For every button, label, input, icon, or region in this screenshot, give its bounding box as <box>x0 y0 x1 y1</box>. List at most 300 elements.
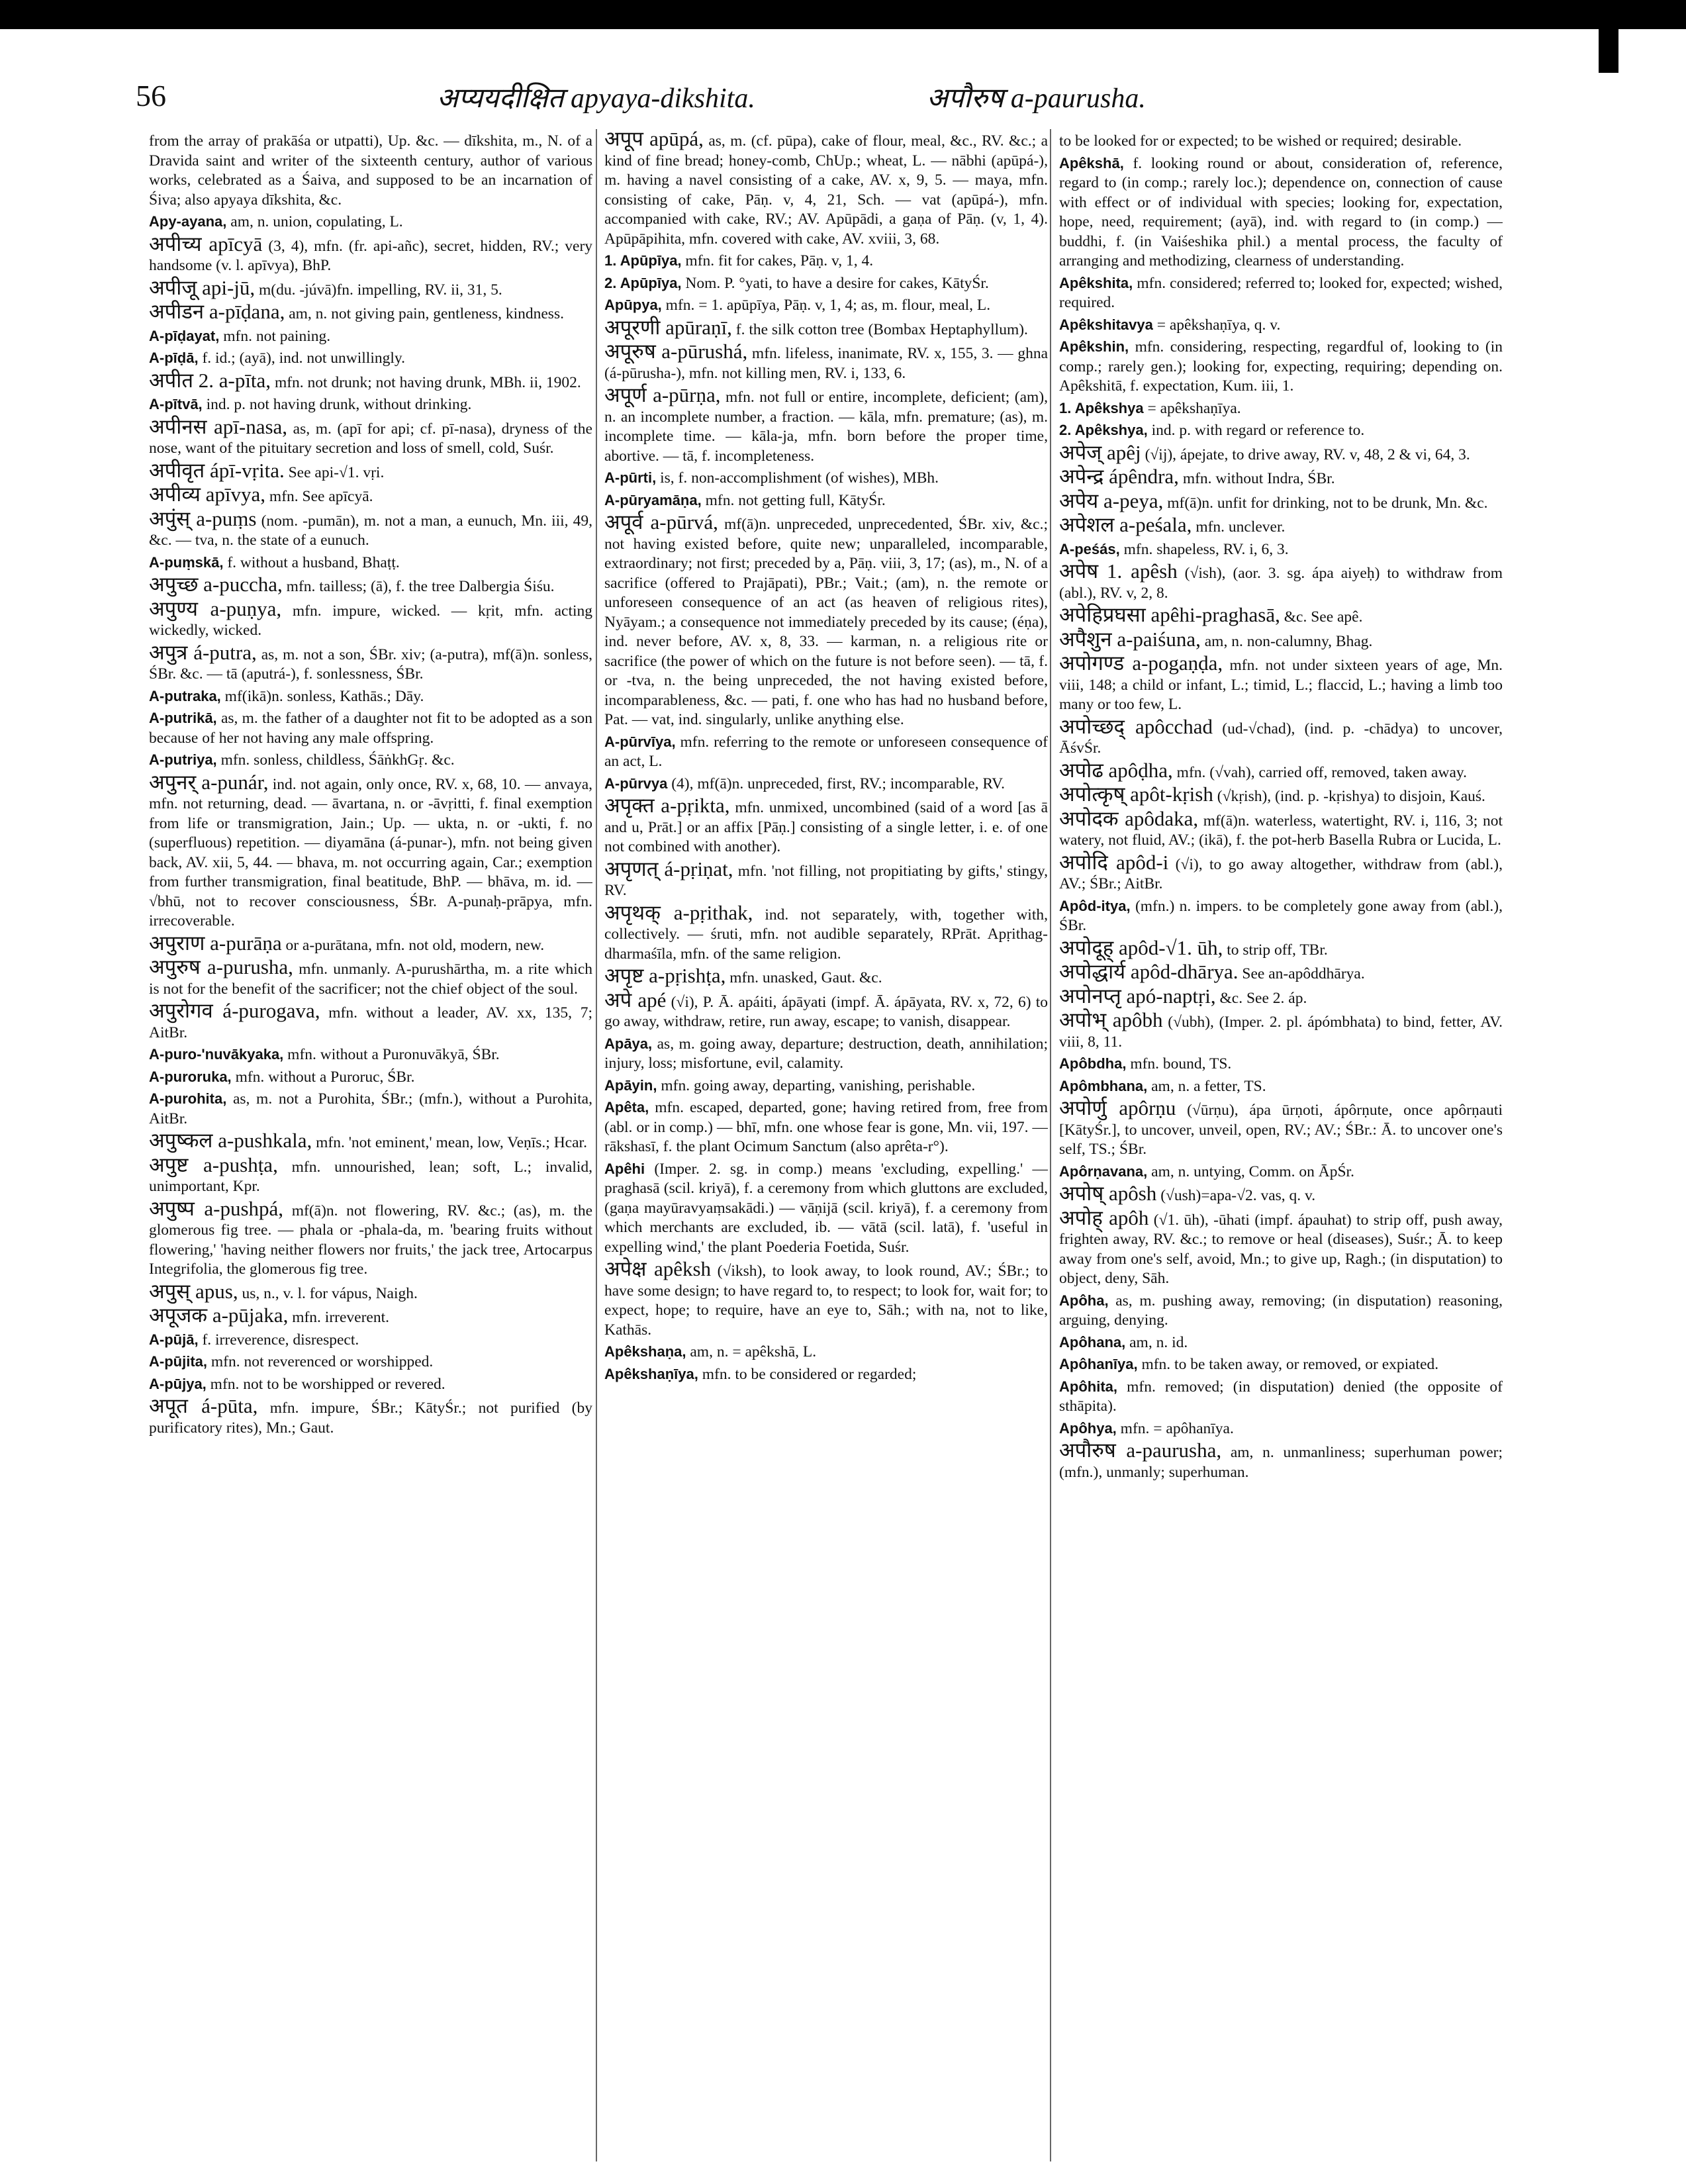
dictionary-entry <box>1059 491 1503 514</box>
entry-headword: Apy-ayana, <box>149 213 227 230</box>
entry-definition: mfn. = apôhanīya. <box>1120 1419 1234 1437</box>
entry-headword: Apêkshita, <box>1059 274 1133 291</box>
dictionary-subentry <box>149 1045 592 1065</box>
dictionary-entry <box>1059 605 1503 628</box>
dictionary-subentry <box>1059 399 1503 419</box>
entry-headword: 2. Apūpīya, <box>604 274 682 291</box>
dictionary-entry <box>149 506 592 551</box>
page-number: 56 <box>136 79 166 113</box>
entry-definition: (Imper. 2. sg. in comp.) means 'excluding, expelling.' — praghasā (scil. kriyā), f. a ceremony from which gluttons are excluded, (gaṇa mayūravyaṃsakādi.) — vāṇijā (scil. kriyā), f. a ceremony from which merchants are excluded, ib. — vātā (scil. latā), f. 'useful in expelling wind,' the plant Poederia Foetida, Suśr. <box>604 1160 1048 1256</box>
entry-definition: mfn. without a leader, AV. xx, 135, 7; AitBr. <box>149 1004 592 1041</box>
dictionary-subentry <box>149 708 592 748</box>
entry-definition: ind. p. with regard or reference to. <box>1151 422 1365 439</box>
entry-definition: See an-apôddhārya. <box>1242 965 1365 982</box>
entry-headword: Apêta, <box>604 1099 649 1116</box>
entry-definition: f. id.; (ayā), ind. not unwillingly. <box>202 350 405 367</box>
dictionary-subentry <box>1059 1291 1503 1331</box>
entry-definition: am, n. a fetter, TS. <box>1151 1077 1266 1095</box>
entry-definition: mf(ā)n. not flowering, RV. &c.; (as), m. the glomerous fig tree. — phala or -phala-da, m. 'bearing fruits without flowering,' 'having neither flowers nor fruits,' the jack tree, Artocarpus Integrifolia, the glomerous fig tree. <box>149 1202 592 1278</box>
entry-headword: A-pīḍayat, <box>149 327 220 344</box>
entry-headword: अपुण्य a-puṇya, <box>149 596 282 620</box>
entry-definition: mfn. unmixed, uncombined (said of a word [as ā and u, Prāt.] or an affix [Pāṇ.] consisting of a single letter, i. e. of one not combined with another). <box>604 799 1048 855</box>
entry-headword: A-pūrvīya, <box>604 733 676 750</box>
entry-headword: अपीजू api-jū, <box>149 275 256 299</box>
entry-definition: (√kṛish), (ind. p. -kṛishya) to disjoin, Kauś. <box>1217 788 1485 805</box>
entry-definition: mfn. lifeless, inanimate, RV. x, 155, 3. — ghna (á-pūrusha-), mfn. not killing men, RV. i, 133, 6. <box>604 345 1048 382</box>
entry-headword: Apômbhana, <box>1059 1077 1148 1094</box>
entry-headword: अपूजक a-pūjaka, <box>149 1304 289 1327</box>
left-running-head: अप्ययदीक्षित apyaya-dikshita. <box>437 83 755 114</box>
entry-headword: 1. Apūpīya, <box>604 252 682 269</box>
entry-definition: mfn. unmanly. A-purushārtha, m. a rite which is not for the benefit of the sacrificer; not the chief object of the soul. <box>149 961 592 998</box>
entry-definition: (ud-√chad), (ind. p. -chādya) to uncover, ĀśvŚr. <box>1059 720 1503 757</box>
entry-definition: mfn. without a Puroruc, ŚBr. <box>235 1068 415 1086</box>
entry-definition: &c. See 2. áp. <box>1219 989 1307 1007</box>
dictionary-subentry <box>149 395 592 415</box>
top-black-bar <box>0 0 1686 29</box>
dictionary-subentry <box>1059 1354 1503 1375</box>
dictionary-subentry <box>149 1089 592 1129</box>
entry-definition: as, m. (cf. pūpa), cake of flour, meal, &c., RV. &c.; a kind of fine bread; honey-comb, ChUp.; wheat, L. — nābhi (apūpá-), m. having a navel consisting of a cake, AV. x, 9, 5. — maya, mfn. consisting of cake, Pāṇ. v, 4, 21, Sch. — vat (apūpá-), mfn. accompanied with cake, RV.; AV. Apūpādi, a gaṇa of Pāṇ. (v, 1, 4). Apūpāpihita, mfn. covered with cake, AV. xviii, 3, 68. <box>604 132 1048 248</box>
entry-definition: as, m. (apī for api; cf. pī-nasa), dryness of the nose, want of the pituitary secretion and loss of smell, cold, Suśr. <box>149 420 592 457</box>
entry-definition: ind. not separately, with, together with, collectively. — śruti, mfn. not audible separately, RPrāt. Apṛithag-dharmaśīla, mfn. of the same religion. <box>604 906 1048 963</box>
dictionary-entry <box>1059 1441 1503 1482</box>
entry-definition: (3, 4), mfn. (fr. api-añc), secret, hidden, RV.; very handsome (v. l. apīvya), BhP. <box>149 237 592 274</box>
dictionary-entry <box>604 859 1048 901</box>
entry-headword: अपेशल a-peśala, <box>1059 513 1192 536</box>
entry-headword: अपेन्द्र ápêndra, <box>1059 465 1179 488</box>
dictionary-entry <box>1059 962 1503 984</box>
corner-binding-mark <box>1599 0 1618 73</box>
dictionary-entry <box>1059 1010 1503 1052</box>
entry-headword: A-pīḍā, <box>149 350 199 366</box>
dictionary-entry <box>604 990 1048 1032</box>
dictionary-entry <box>1059 935 1503 961</box>
entry-definition: mfn. to be considered or regarded; <box>702 1365 917 1383</box>
entry-definition: f. irreverence, disrespect. <box>202 1331 359 1349</box>
dictionary-entry <box>149 275 592 301</box>
entry-headword: अपौरुष a-paurusha, <box>1059 1439 1222 1462</box>
entry-definition: us, n., v. l. for vápus, Naigh. <box>242 1284 418 1302</box>
right-running-head: अपौरुष a-paurusha. <box>927 83 1146 114</box>
entry-headword: अपोढ apôḍha, <box>1059 758 1173 782</box>
entry-definition: mfn. without a Puronuvākyā, ŚBr. <box>287 1046 500 1063</box>
entry-headword: A-puṃskā, <box>149 553 224 571</box>
entry-headword: Apôd-itya, <box>1059 897 1131 914</box>
entry-headword: A-peśás, <box>1059 540 1120 557</box>
dictionary-entry <box>604 315 1048 340</box>
entry-headword: Apôhya, <box>1059 1419 1117 1437</box>
dictionary-entry <box>604 900 1048 965</box>
entry-headword: अपोत्कृष् apôt-kṛish <box>1059 783 1213 806</box>
dictionary-subentry <box>1059 154 1503 271</box>
entry-definition: (√ush)=apa-√2. vas, q. v. <box>1160 1187 1316 1204</box>
entry-headword: A-pūryamāṇa, <box>604 491 702 508</box>
dictionary-entry <box>149 485 592 507</box>
dictionary-entry <box>604 385 1048 466</box>
entry-definition: mfn. impure, ŚBr.; KātyŚr.; not purified (by purificatory rites), Mn.; Gaut. <box>149 1400 592 1437</box>
entry-definition: to be looked for or expected; to be wished or required; desirable. <box>1059 132 1462 150</box>
entry-definition: am, n. union, copulating, L. <box>230 213 403 230</box>
entry-definition: mfn. irreverent. <box>292 1309 390 1326</box>
dictionary-subentry <box>604 774 1048 794</box>
dictionary-subentry <box>149 212 592 232</box>
entry-headword: Apāyin, <box>604 1076 657 1094</box>
entry-headword: 1. Apêkshya <box>1059 399 1144 416</box>
entry-headword: अपुस् apus, <box>149 1279 238 1303</box>
dictionary-entry <box>149 1396 592 1438</box>
entry-headword: Apôhanīya, <box>1059 1356 1138 1372</box>
entry-definition: f. the silk cotton tree (Bombax Heptaphyllum). <box>735 320 1028 338</box>
dictionary-subentry <box>149 687 592 707</box>
entry-definition: (√ish), (aor. 3. sg. ápa aiyeḥ) to withdraw from (abl.), RV. v, 2, 8. <box>1059 565 1503 602</box>
dictionary-entry <box>1059 515 1503 538</box>
entry-headword: Apêkshaṇa, <box>604 1343 686 1360</box>
entry-definition: mfn. tailless; (ā), f. the tree Dalbergia Śiśu. <box>286 578 555 595</box>
entry-definition: mfn. considered; referred to; looked for, expected; wished, required. <box>1059 274 1503 311</box>
dictionary-entry <box>149 1001 592 1043</box>
dictionary-entry <box>604 1259 1048 1340</box>
entry-headword: अपीच्य apīcyā <box>149 232 263 256</box>
entry-definition: mfn. not getting full, KātyŚr. <box>705 491 886 509</box>
entry-definition: mfn. not paining. <box>223 327 331 345</box>
dictionary-subentry <box>149 750 592 771</box>
entry-definition: mfn. impure, wicked. — kṛit, mfn. acting wickedly, wicked. <box>149 602 592 639</box>
entry-headword: Apêkshaṇīya, <box>604 1365 698 1382</box>
dictionary-entry <box>1059 561 1503 603</box>
entry-headword: अपृष्ट a-pṛishṭa, <box>604 964 726 987</box>
dictionary-entry <box>1059 714 1503 759</box>
dictionary-subentry <box>604 1034 1048 1074</box>
entry-headword: अपुष्कल a-pushkala, <box>149 1129 312 1152</box>
page-header <box>0 73 1686 132</box>
entry-headword: अपोह् apôh <box>1059 1206 1149 1229</box>
entry-definition: mf(ā)n. unpreceded, unprecedented, ŚBr. xiv, &c.; not having existed before, quite new; unparalleled, incomparable, extraordinary; not first; preceded by a, Pāṇ. viii, 3, 17; (as), m., N. of a sacrifice (offered to Prajāpati), PBr.; Vait.; (am), n. the remote or unforeseen consequence of an act (as heaven of religious rites), Nyāyam.; a consequence not immediately preceded by its cause; (éṇa), ind. never before, AV. x, 8, 33. — karman, n. a religious rite or sacrifice (the power of which on the future is not before seen). — tā, f. or -tva, n. the being unpreceded, the not having existed before, incomparableness, &c. — pati, f. one who has had no husband before, Pat. — vat, ind. singularly, unlike anything else. <box>604 516 1048 728</box>
entry-headword: A-pūrti, <box>604 469 657 486</box>
entry-headword: अपृथक् a-pṛithak, <box>604 900 753 924</box>
dictionary-subentry <box>1059 420 1503 441</box>
entry-definition: mfn. not under sixteen years of age, Mn. viii, 148; a child or infant, L.; timid, L.; flaccid, L.; having a limb too many or too few, L. <box>1059 657 1503 713</box>
entry-definition: (√iksh), to look away, to look round, AV.; ŚBr.; to have some design; to have regard to, to respect; to look for, wait for; to expect, hope; to require, have an eye to, Sāh.; with na, not to like, Kathās. <box>604 1262 1048 1339</box>
entry-headword: अपुष्ट a-pushṭa, <box>149 1153 278 1176</box>
dictionary-subentry <box>1059 315 1503 336</box>
column-rule-2 <box>1050 129 1051 2161</box>
entry-definition: mf(ikā)n. sonless, Kathās.; Dāy. <box>224 687 424 705</box>
entry-headword: A-pītvā, <box>149 396 203 412</box>
entry-headword: अपूरणी apūraṇī, <box>604 315 732 339</box>
entry-definition: mfn. See apīcyā. <box>269 488 373 505</box>
entry-definition: (√1. ūh), -ūhati (impf. ápauhat) to strip off, push away, frighten away, RV. &c.; to remove or heal (diseases), Suśr.; Ā. to keep away from one's self, avoid, Mn.; to give up, Ragh.; (in disputation) to object, deny, Sāh. <box>1059 1211 1503 1287</box>
entry-headword: अपोदक apôdaka, <box>1059 806 1199 830</box>
entry-headword: A-puroruka, <box>149 1068 232 1085</box>
entry-definition: am, n. id. <box>1129 1333 1188 1351</box>
entry-definition: = apêkshaṇīya, q. v. <box>1156 316 1281 334</box>
dictionary-subentry <box>1059 896 1503 936</box>
dictionary-entry <box>1059 986 1503 1009</box>
entry-headword: अपोदि apôd-i <box>1059 850 1169 874</box>
dictionary-entry <box>149 1131 592 1153</box>
entry-definition: am, n. = apêkshā, L. <box>690 1343 817 1360</box>
dictionary-entry <box>149 1155 592 1197</box>
dictionary-subentry <box>1059 273 1503 313</box>
entry-headword: 2. Apêkshya, <box>1059 422 1148 438</box>
entry-definition: mf(ā)n. waterless, watertight, RV. i, 116, 3; not watery, not fluid, AV.; (ikā), f. the pot-herb Basella Rubra or Lucida, L. <box>1059 812 1503 849</box>
entry-headword: Apôhana, <box>1059 1333 1126 1351</box>
dictionary-entry <box>149 957 592 999</box>
entry-headword: A-putriya, <box>149 751 217 768</box>
dictionary-entry <box>149 596 592 641</box>
entry-definition: mfn. removed; (in disputation) denied (the opposite of sthāpita). <box>1059 1378 1503 1415</box>
entry-definition: ind. not again, only once, RV. x, 68, 10. — anvaya, mfn. not returning, dead. — āvartana, n. or -āvṛitti, f. final exemption from life or transmigration, Jain.; Up. — ukta, n. or -ukti, f. no (superfluous) repetition. — diyamāna (á-punar-), mfn. not being given back, AV. xii, 5, 44. — bhava, m. not occurring again, Car.; exemption from further transmigration, final beatitude, BhP. — bhāva, m. id. — √bhū, not to recover consciousness, ŚBr. A-punaḥ-prāpya, mfn. irrecoverable. <box>149 775 592 929</box>
entry-definition: mfn. to be taken away, or removed, or expiated. <box>1141 1356 1439 1373</box>
entry-definition: mfn. not reverenced or worshipped. <box>211 1353 434 1370</box>
entry-headword: अपुनर् a-punár, <box>149 770 269 794</box>
entry-definition: (mfn.) n. impers. to be completely gone away from (abl.), ŚBr. <box>1059 897 1503 934</box>
dictionary-subentry <box>1059 1076 1503 1097</box>
entry-headword: Apêhi <box>604 1160 645 1177</box>
entry-headword: अपुरुष a-purusha, <box>149 955 293 978</box>
entry-headword: अपेहिप्रघसा apêhi-praghasā, <box>1059 603 1280 626</box>
dictionary-entry <box>149 1279 592 1304</box>
entry-definition: mfn. unasked, Gaut. &c. <box>729 969 882 986</box>
dictionary-entry <box>149 302 592 324</box>
entry-definition: mfn. not drunk; not having drunk, MBh. ii, 1902. <box>274 373 581 391</box>
entry-definition: (√ij), ápejate, to drive away, RV. v, 48, 2 & vi, 64, 3. <box>1145 446 1470 463</box>
dictionary-entry <box>149 458 592 483</box>
entry-definition: as, m. going away, departure; destruction, death, annihilation; injury, loss; misfortune, evil, calamity. <box>604 1035 1048 1072</box>
dictionary-entry <box>1059 758 1503 783</box>
entry-headword: अपुच्छ a-puccha, <box>149 573 283 596</box>
entry-headword: अपुराण a-purāṇa <box>149 931 282 955</box>
entry-definition: See api-√1. vṛi. <box>288 463 385 481</box>
entry-headword: A-purohita, <box>149 1090 227 1107</box>
entry-headword: A-pūjya, <box>149 1375 207 1392</box>
dictionary-subentry <box>1059 1054 1503 1074</box>
entry-headword: अपुरोगव á-purogava, <box>149 999 320 1022</box>
entry-headword: अपृणत् á-pṛiṇat, <box>604 857 733 880</box>
dictionary-entry <box>604 512 1048 730</box>
dictionary-subentry <box>604 273 1048 294</box>
entry-headword: अपेज् apêj <box>1059 440 1141 464</box>
dictionary-entry <box>604 342 1048 383</box>
entry-headword: A-puro-'nuvākyaka, <box>149 1046 284 1063</box>
dictionary-entry <box>1059 850 1503 894</box>
entry-definition: mfn. referring to the remote or unforeseen consequence of an act, L. <box>604 733 1048 770</box>
entry-headword: अपूर्ण a-pūrṇa, <box>604 383 721 406</box>
dictionary-subentry <box>1059 337 1503 397</box>
entry-headword: A-pūjita, <box>149 1353 207 1370</box>
entry-definition: am, n. not giving pain, gentleness, kindness. <box>289 305 564 322</box>
entry-definition: am, n. untying, Comm. on ĀpŚr. <box>1151 1163 1354 1180</box>
entry-headword: A-putraka, <box>149 687 221 704</box>
entry-definition: (√ūrṇu), ápa ūrṇoti, ápôrṇute, once apôrṇauti [KātyŚr.], to uncover, unveil, open, RV.; AV.; ŚBr.: Ā. to uncover one's self, TS.; ŚBr. <box>1059 1102 1503 1158</box>
entry-headword: Apôbdha, <box>1059 1055 1127 1072</box>
dictionary-entry <box>149 575 592 597</box>
entry-definition: ind. p. not having drunk, without drinking. <box>206 396 472 413</box>
entry-headword: अपैशुन a-paiśuna, <box>1059 627 1201 651</box>
entry-definition: mfn. 'not eminent,' mean, low, Veṇīs.; Hcar. <box>316 1134 587 1151</box>
dictionary-entry <box>149 368 592 393</box>
dictionary-entry <box>1059 806 1503 851</box>
entry-headword: Apūpya, <box>604 297 662 313</box>
dictionary-entry <box>149 234 592 276</box>
entry-definition: as, m. not a Purohita, ŚBr.; (mfn.), without a Purohita, AitBr. <box>149 1090 592 1127</box>
dictionary-subentry <box>1059 540 1503 560</box>
entry-headword: अपूरुष a-pūrushá, <box>604 340 748 363</box>
dictionary-entry <box>1059 653 1503 715</box>
dictionary-subentry <box>604 1076 1048 1096</box>
dictionary-entry <box>1059 784 1503 807</box>
dictionary-entry <box>149 414 592 459</box>
entry-definition: am, n. unmanliness; superhuman power; (mfn.), unmanly; superhuman. <box>1059 1444 1503 1481</box>
entry-definition: mfn. unclever. <box>1195 518 1286 536</box>
entry-definition: (nom. -pumān), m. not a man, a eunuch, Mn. iii, 49, &c. — tva, n. the state of a eunuch. <box>149 512 592 549</box>
dictionary-subentry <box>1059 1333 1503 1353</box>
dictionary-entry <box>149 933 592 956</box>
entry-headword: Apāya, <box>604 1035 653 1052</box>
entry-headword: Apêkshin, <box>1059 338 1129 355</box>
entry-definition: (4), mf(ā)n. unpreceded, first, RV.; incomparable, RV. <box>671 775 1005 792</box>
entry-definition: mfn. not full or entire, incomplete, deficient; (am), n. an incomplete number, a fraction. — kāla, mfn. premature; (as), m. incomplete time. — kāla-ja, mfn. born before the proper time, abortive. — tā, f. incompleteness. <box>604 389 1048 465</box>
entry-headword: अपे apé <box>604 988 667 1012</box>
entry-definition: mfn. without Indra, ŚBr. <box>1182 470 1335 487</box>
entry-definition: mfn. shapeless, RV. i, 6, 3. <box>1123 540 1289 558</box>
entry-definition: mfn. going away, departing, vanishing, perishable. <box>661 1076 976 1094</box>
entry-definition: mf(ā)n. unfit for drinking, not to be drunk, Mn. &c. <box>1167 494 1488 512</box>
dictionary-subentry <box>604 1159 1048 1258</box>
entry-definition: mfn. sonless, childless, ŚāṅkhGṛ. &c. <box>220 751 455 769</box>
entry-headword: Apôha, <box>1059 1292 1109 1309</box>
entry-headword: अपुत्र á-putra, <box>149 640 257 664</box>
entry-definition: m(du. -júvā)fn. impelling, RV. ii, 31, 5. <box>259 281 502 299</box>
entry-definition: mfn. considering, respecting, regardful of, looking to (in comp.; rarely gen.); looking for, expecting, requiring; depending on. Apêkshitā, f. expectation, Kum. iii, 1. <box>1059 338 1503 395</box>
dictionary-entry <box>149 770 592 931</box>
dictionary-entry <box>604 796 1048 857</box>
entry-headword: अपीत 2. a-pīta, <box>149 368 271 392</box>
dictionary-entry <box>1059 627 1503 652</box>
entry-headword: Apêkshā, <box>1059 154 1124 171</box>
dictionary-subentry <box>604 468 1048 489</box>
entry-headword: अपूप apūpá, <box>604 129 704 150</box>
entry-headword: अपीडन a-pīḍana, <box>149 300 285 323</box>
dictionary-entry <box>1059 467 1503 489</box>
entry-definition: to strip off, TBr. <box>1227 941 1328 959</box>
dictionary-subentry <box>604 1342 1048 1362</box>
entry-headword: अपूर्व a-pūrvá, <box>604 510 718 534</box>
entry-headword: Apôhita, <box>1059 1378 1117 1395</box>
entry-definition: mfn. bound, TS. <box>1130 1055 1232 1072</box>
dictionary-subentry <box>149 1374 592 1395</box>
dictionary-column-2 <box>604 129 1048 2168</box>
entry-definition: mfn. unnourished, lean; soft, L.; invalid, unimportant, Kpr. <box>149 1158 592 1195</box>
entry-headword: अपोच्छद् apôcchad <box>1059 714 1213 738</box>
entry-headword: A-pūjā, <box>149 1331 199 1348</box>
dictionary-column-1 <box>149 129 592 2168</box>
entry-definition: f. without a husband, Bhaṭṭ. <box>227 553 400 571</box>
entry-definition: from the array of prakāśa or utpatti), Up. &c. — dīkshita, m., N. of a Dravida saint and writer of the sixteenth century, author of various works, celebrated as a Śaiva, and supposed to be an incarnation of Śiva; also apyaya dīkshita, &c. <box>149 132 592 209</box>
dictionary-subentry <box>149 1352 592 1372</box>
column-rule-1 <box>596 129 597 2161</box>
entry-definition: as, m. the father of a daughter not fit to be adopted as a son because of her not having any male offspring. <box>149 710 592 747</box>
entry-definition: mfn. fit for cakes, Pāṇ. v, 1, 4. <box>685 252 874 269</box>
dictionary-entry <box>149 1196 592 1280</box>
entry-definition: &c. See apê. <box>1284 608 1363 626</box>
entry-headword: A-putrikā, <box>149 710 217 726</box>
dictionary-subentry <box>149 553 592 573</box>
entry-headword: अपेय a-peya, <box>1059 489 1164 512</box>
dictionary-subentry <box>1059 1162 1503 1182</box>
dictionary-subentry <box>604 732 1048 772</box>
entry-definition: mfn. 'not filling, not propitiating by gifts,' stingy, RV. <box>604 862 1048 899</box>
entry-headword: अपुष्प a-pushpá, <box>149 1196 284 1220</box>
entry-headword: अपोनप्तृ apó-naptṛi, <box>1059 984 1216 1008</box>
dictionary-subentry <box>604 251 1048 271</box>
dictionary-subentry <box>149 1067 592 1088</box>
entry-definition: Nom. P. °yati, to have a desire for cakes, KātyŚr. <box>685 274 989 292</box>
entry-definition: as, m. not a son, ŚBr. xiv; (a-putra), mf(ā)n. sonless, ŚBr. &c. — tā (aputrá-), f. sonlessness, ŚBr. <box>149 645 592 683</box>
dictionary-subentry <box>604 1098 1048 1157</box>
entry-definition: mfn. (√vah), carried off, removed, taken away. <box>1176 763 1467 781</box>
dictionary-column-3 <box>1059 129 1503 2168</box>
entry-definition: (√i), to go away altogether, withdraw from (abl.), AV.; ŚBr.; AitBr. <box>1059 855 1503 892</box>
entry-headword: अपोदूह् apôd-√1. ūh, <box>1059 935 1223 959</box>
entry-headword: अपेक्ष apêksh <box>604 1257 712 1280</box>
entry-definition: is, f. non-accomplishment (of wishes), MBh. <box>660 469 939 487</box>
entry-headword: Apêkshitavya <box>1059 316 1153 333</box>
dictionary-subentry <box>149 348 592 369</box>
entry-headword: अपोद्धार्य apôd-dhārya. <box>1059 960 1239 983</box>
dictionary-subentry <box>149 326 592 347</box>
entry-headword: A-pūrvya <box>604 775 668 792</box>
dictionary-entry <box>1059 129 1503 152</box>
dictionary-entry <box>149 640 592 685</box>
entry-definition: mfn. escaped, departed, gone; having retired from, free from (abl. or in comp.) — bhī, mfn. one whose fear is gone, Mn. vii, 197. — rākshasī, f. the plant Ocimum Sanctum (also aprêta-r°). <box>604 1099 1048 1155</box>
dictionary-subentry <box>149 1330 592 1351</box>
dictionary-entry <box>1059 440 1503 465</box>
dictionary-entry <box>1059 1098 1503 1160</box>
entry-headword: अपीवृत ápī-vṛita. <box>149 458 285 482</box>
entry-headword: अपोष् apôsh <box>1059 1182 1157 1205</box>
entry-definition: mfn. = 1. apūpīya, Pāṇ. v, 1, 4; as, m. flour, meal, L. <box>665 297 991 314</box>
entry-headword: अपुंस् a-puṃs <box>149 506 257 530</box>
dictionary-subentry <box>604 491 1048 511</box>
entry-headword: अपृक्त a-pṛikta, <box>604 794 730 817</box>
entry-headword: अपेष 1. apêsh <box>1059 559 1178 583</box>
entry-headword: अपीव्य apīvya, <box>149 483 266 506</box>
dictionary-entry <box>604 129 1048 249</box>
entry-headword: अपीनस apī-nasa, <box>149 414 288 438</box>
entry-definition: (√ubh), (Imper. 2. pl. ápómbhata) to bind, fetter, AV. viii, 8, 11. <box>1059 1014 1503 1051</box>
dictionary-entry <box>604 966 1048 988</box>
entry-definition: am, n. non-calumny, Bhag. <box>1204 632 1373 650</box>
entry-headword: अपूत á-pūta, <box>149 1394 258 1417</box>
entry-definition: or a-purātana, mfn. not old, modern, new. <box>285 936 545 954</box>
entry-definition: mfn. not to be worshipped or revered. <box>210 1375 445 1393</box>
entry-headword: Apôrṇavana, <box>1059 1163 1148 1180</box>
entry-headword: अपोर्णु apôrṇu <box>1059 1096 1176 1119</box>
entry-definition: f. looking round or about, consideration of, reference, regard to (in comp.; rarely loc.); dependence on, connection of cause with effect or of individual with species; looking for, expectation, hope, need, requirement; (ayā), ind. with regard to (in comp.) — buddhi, f. (in Vaiśeshika phil.) a mental process, the faculty of arranging and methodizing, clearness of understanding. <box>1059 154 1503 269</box>
dictionary-subentry <box>604 295 1048 316</box>
dictionary-entry <box>149 1306 592 1328</box>
entry-definition: as, m. pushing away, removing; (in disputation) reasoning, arguing, denying. <box>1059 1292 1503 1329</box>
entry-definition: = apêkshaṇīya. <box>1147 399 1241 417</box>
dictionary-entry <box>149 129 592 210</box>
dictionary-subentry <box>1059 1377 1503 1417</box>
entry-definition: (√i), P. Ā. apáiti, ápāyati (impf. Ā. ápāyata, RV. x, 72, 6) to go away, withdraw, retire, run away, escape; to vanish, disappear. <box>604 993 1048 1030</box>
dictionary-entry <box>1059 1184 1503 1206</box>
entry-headword: अपोगण्ड a-pogaṇḍa, <box>1059 651 1223 675</box>
dictionary-entry <box>1059 1208 1503 1289</box>
